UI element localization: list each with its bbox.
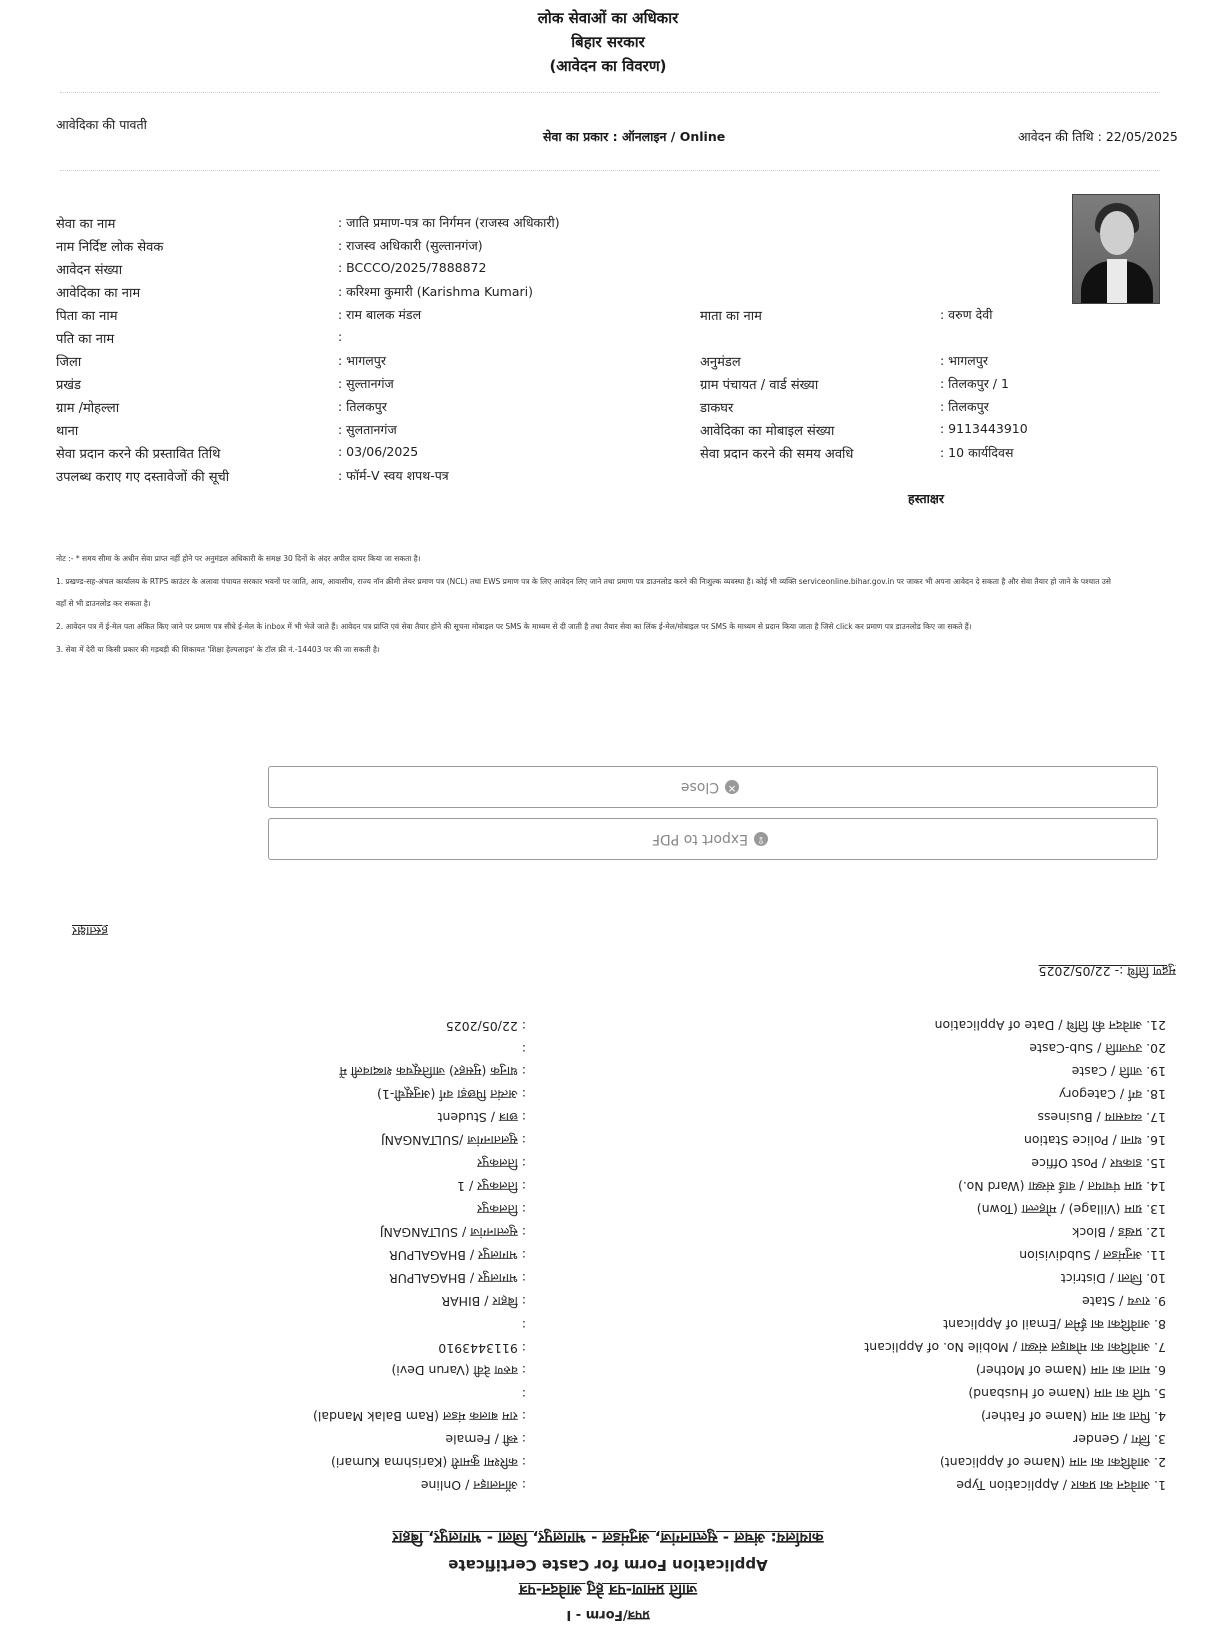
- form-row-value: : भागलपुर / BHAGALPUR: [389, 1248, 526, 1263]
- signature-label: हस्ताक्षर: [908, 491, 944, 506]
- label-service-name: सेवा का नाम: [56, 217, 116, 232]
- value-service-duration: : 10 कार्यदिवस: [940, 445, 1014, 460]
- label-father-name: पिता का नाम: [56, 309, 118, 324]
- note-line: वहाँ से भी डाउनलोड कर सकता है।: [56, 599, 151, 608]
- label-police-station: थाना: [56, 424, 79, 439]
- applicant-photo: [1072, 194, 1160, 304]
- form-row-label: 14. ग्राम पंचायत / वार्ड संख्या (Ward No.): [957, 1179, 1166, 1194]
- value-district: : भागलपुर: [338, 353, 386, 368]
- form-row-value: :: [521, 1318, 526, 1333]
- close-icon: ✕: [725, 780, 739, 794]
- label-documents: उपलब्ध कराए गए दस्तावेजों की सूची: [56, 470, 230, 485]
- application-date: आवेदन की तिथि : 22/05/2025: [1018, 129, 1178, 144]
- form-row-label: 3. लिंग / Gender: [1073, 1432, 1166, 1447]
- value-husband-name: :: [338, 329, 343, 344]
- header-government: बिहार सरकार: [571, 33, 645, 51]
- value-village: : तिलकपुर: [338, 399, 387, 414]
- value-documents: : फॉर्म-V स्वय शपथ-पत्र: [338, 468, 449, 483]
- form-row-value: : राम बालक मंडल (Ram Balak Mandal): [312, 1409, 526, 1424]
- value-father-name: : राम बालक मंडल: [338, 307, 422, 322]
- label-district: जिला: [56, 355, 82, 370]
- label-service-duration: सेवा प्रदान करने की समय अवधि: [700, 447, 854, 462]
- form-row-label: 20. उपजाति / Sub-Caste: [1029, 1041, 1166, 1056]
- label-panchayat-ward: ग्राम पंचायत / वार्ड संख्या: [700, 378, 819, 393]
- form-row-label: 21. आवेदन की तिथि / Date of Application: [934, 1018, 1166, 1033]
- value-police-station: : सुलतानगंज: [338, 422, 397, 437]
- close-button-label: Close: [680, 779, 720, 795]
- label-village: ग्राम /मोहल्ला: [56, 401, 120, 416]
- service-type: सेवा का प्रकार : ऑनलाइन / Online: [543, 129, 726, 144]
- value-service-name: : जाति प्रमाण-पत्र का निर्गमन (राजस्व अधिकारी): [338, 215, 560, 230]
- form-row-value: : करिश्मा कुमारी (Karishma Kumari): [331, 1455, 526, 1470]
- receipt-title: आवेदिका की पावती: [56, 117, 147, 132]
- value-block: : सुल्तानगंज: [338, 376, 394, 391]
- print-date: मुद्रण तिथि :- 22/05/2025: [1038, 964, 1176, 979]
- form-row-label: 5. पति का नाम (Name of Husband): [968, 1386, 1166, 1401]
- form-row-value: : स्त्री / Female: [445, 1432, 526, 1447]
- form-row-value: : सुलतानगंज /SULTANGANJ: [380, 1133, 526, 1148]
- form-row-label: 2. आवेदिका का नाम (Name of Applicant): [939, 1455, 1166, 1470]
- form-row-label: 15. डाकघर / Post Office: [1031, 1156, 1166, 1171]
- label-public-servant: नाम निर्दिष्ट लोक सेवक: [56, 240, 164, 255]
- form-row-value: : तिलकपुर: [477, 1202, 526, 1217]
- label-mobile: आवेदिका का मोबाइल संख्या: [700, 424, 835, 439]
- value-applicant-name: : करिश्मा कुमारी (Karishma Kumari): [338, 284, 533, 299]
- form-row-value: : बिहार / BIHAR: [441, 1294, 526, 1309]
- form-row-value: : सुल्तानगंज / SULTANGANJ: [379, 1225, 526, 1240]
- value-subdivision: : भागलपुर: [940, 353, 988, 368]
- form-row-value: : छात्र / Student: [437, 1110, 526, 1125]
- divider: [60, 170, 1160, 171]
- header-rights: लोक सेवाओं का अधिकार: [537, 9, 679, 27]
- form-row-label: 6. माता का नाम (Name of Mother): [975, 1363, 1166, 1378]
- form-row-value: :: [521, 1042, 526, 1057]
- form-row-label: 17. व्यवसाय / Business: [1037, 1110, 1166, 1125]
- application-form-rotated: [0, 900, 1216, 1630]
- form-row-label: 8. आवेदिका का ईमेल /Email of Applicant: [943, 1317, 1166, 1332]
- close-button[interactable]: [268, 766, 1158, 808]
- form-row-value: : धानुक (मुसहर) जातिसूचक शब्दावली में: [339, 1064, 526, 1079]
- form-row-value: : तिलकपुर / 1: [457, 1179, 526, 1194]
- form-row-label: 4. पिता का नाम (Name of Father): [981, 1409, 1166, 1424]
- form-row-value: : अत्यंत पिछड़ा वर्ग (अनुसूची-1): [377, 1087, 526, 1102]
- form-row-value: : तिलकपुर: [477, 1156, 526, 1171]
- form-number: प्रपत्र/Form - I: [566, 1607, 650, 1622]
- value-public-servant: : राजस्व अधिकारी (सुल्तानगंज): [338, 238, 483, 253]
- form-row-value: : 9113443910: [438, 1341, 526, 1356]
- form-office: कार्यालय: अंचल - सुल्तानगंज, अनुमंडल - भागलपुर, जिला - भागलपुर, बिहार: [392, 1529, 824, 1547]
- label-block: प्रखंड: [56, 378, 81, 393]
- form-row-value: : 22/05/2025: [445, 1019, 526, 1034]
- form-row-value: : ऑनलाइन / Online: [420, 1478, 526, 1493]
- note-line: 3. सेवा में देरी या किसी प्रकार की गड़बड़ी की शिकायत 'शिक्षा हेल्पलाइन' के टॉल फ्री नं.-14403 पर की जा सकती है।: [56, 645, 380, 654]
- form-row-label: 1. आवेदन का प्रकार / Application Type: [956, 1478, 1166, 1493]
- note-line: 2. आवेदन पत्र में ई-मेल पता अंकित किए जाने पर प्रमाण पत्र सीधे ई-मेल के inbox में भी भेजे जाते हैं। आवेदन पत्र प्राप्ति एवं सेवा तैयार होने की सूचना मोबाइल पर SMS के माध्यम से दी जाती है तथा तैयार सेवा का लिंक ई-मेल/मोबाइल पर SMS के माध्यम से प्रदान किया जाता है जिसे click कर प्रमाण पत्र डाउनलोड किए जा सकते हैं।: [56, 622, 972, 631]
- form-row-label: 12. प्रखंड / Block: [1072, 1225, 1166, 1240]
- form-row-label: 19. जाति / Caste: [1071, 1064, 1166, 1079]
- form-row-label: 13. ग्राम (Village) / मोहल्ला (Town): [976, 1202, 1166, 1217]
- value-application-number: : BCCCO/2025/7888872: [338, 260, 487, 275]
- form-title-english: Application Form for Caste Certificate: [448, 1556, 768, 1574]
- value-proposed-date: : 03/06/2025: [338, 444, 419, 459]
- export-icon: ⇪: [754, 832, 768, 846]
- form-row-label: 18. वर्ग / Category: [1058, 1087, 1166, 1102]
- label-post-office: डाकघर: [700, 401, 734, 416]
- value-mother-name: : वरुण देवी: [940, 307, 993, 322]
- value-panchayat-ward: : तिलकपुर / 1: [940, 376, 1009, 391]
- form-title-hindi: जाति प्रमाण-पत्र हेतु आवेदन-पत्र: [519, 1581, 697, 1599]
- form-row-label: 9. राज्य / State: [1082, 1294, 1166, 1309]
- divider: [60, 92, 1160, 93]
- label-husband-name: पति का नाम: [56, 332, 115, 347]
- value-mobile: : 9113443910: [940, 421, 1028, 436]
- form-row-value: : भागलपुर / BHAGALPUR: [389, 1271, 526, 1286]
- label-application-number: आवेदन संख्या: [56, 263, 123, 278]
- form-row-label: 10. जिला / District: [1060, 1271, 1166, 1286]
- label-proposed-date: सेवा प्रदान करने की प्रस्तावित तिथि: [56, 447, 221, 462]
- label-applicant-name: आवेदिका का नाम: [56, 286, 141, 301]
- form-row-label: 16. थाना / Police Station: [1023, 1133, 1166, 1148]
- export-button-label: Export to PDF: [651, 831, 749, 847]
- header-subtitle: (आवेदन का विवरण): [549, 57, 667, 75]
- note-line: नोट :- * समय सीमा के अधीन सेवा प्राप्त नहीं होने पर अनुमंडल अधिकारी के समक्ष 30 दिनों के अंदर अपील दायर किया जा सकता है।: [56, 554, 421, 563]
- form-row-label: 7. आवेदिका का मोबाइल संख्या / Mobile No. of Applicant: [864, 1340, 1166, 1355]
- label-mother-name: माता का नाम: [700, 309, 762, 324]
- label-subdivision: अनुमंडल: [700, 355, 741, 370]
- note-line: 1. प्रखण्ड-सह-अंचल कार्यालय के RTPS काउंटर के अलावा पंचायत सरकार भवनों पर जाति, आय, आवासीय, राज्य नॉन क्रीमी लेयर प्रमाण पत्र (NCL) तथा EWS प्रमाण पत्र के लिए आवेदन लिए जाने तथा प्रमाण पत्र डाउनलोड करने की निःशुल्क व्यवस्था है। कोई भी व्यक्ति serviceonline.bihar.gov.in पर जाकर भी अपना आवेदन दे सकता है और सेवा तैयार हो जाने के पश्चात उसे: [56, 577, 1111, 586]
- export-pdf-button[interactable]: [268, 818, 1158, 860]
- form-row-value: :: [521, 1387, 526, 1402]
- form-signature: हस्ताक्षर: [72, 924, 108, 939]
- value-post-office: : तिलकपुर: [940, 399, 989, 414]
- form-row-label: 11. अनुमंडल / Subdivision: [1019, 1248, 1166, 1263]
- form-row-value: : वरुण देवी (Varun Devi): [391, 1363, 526, 1378]
